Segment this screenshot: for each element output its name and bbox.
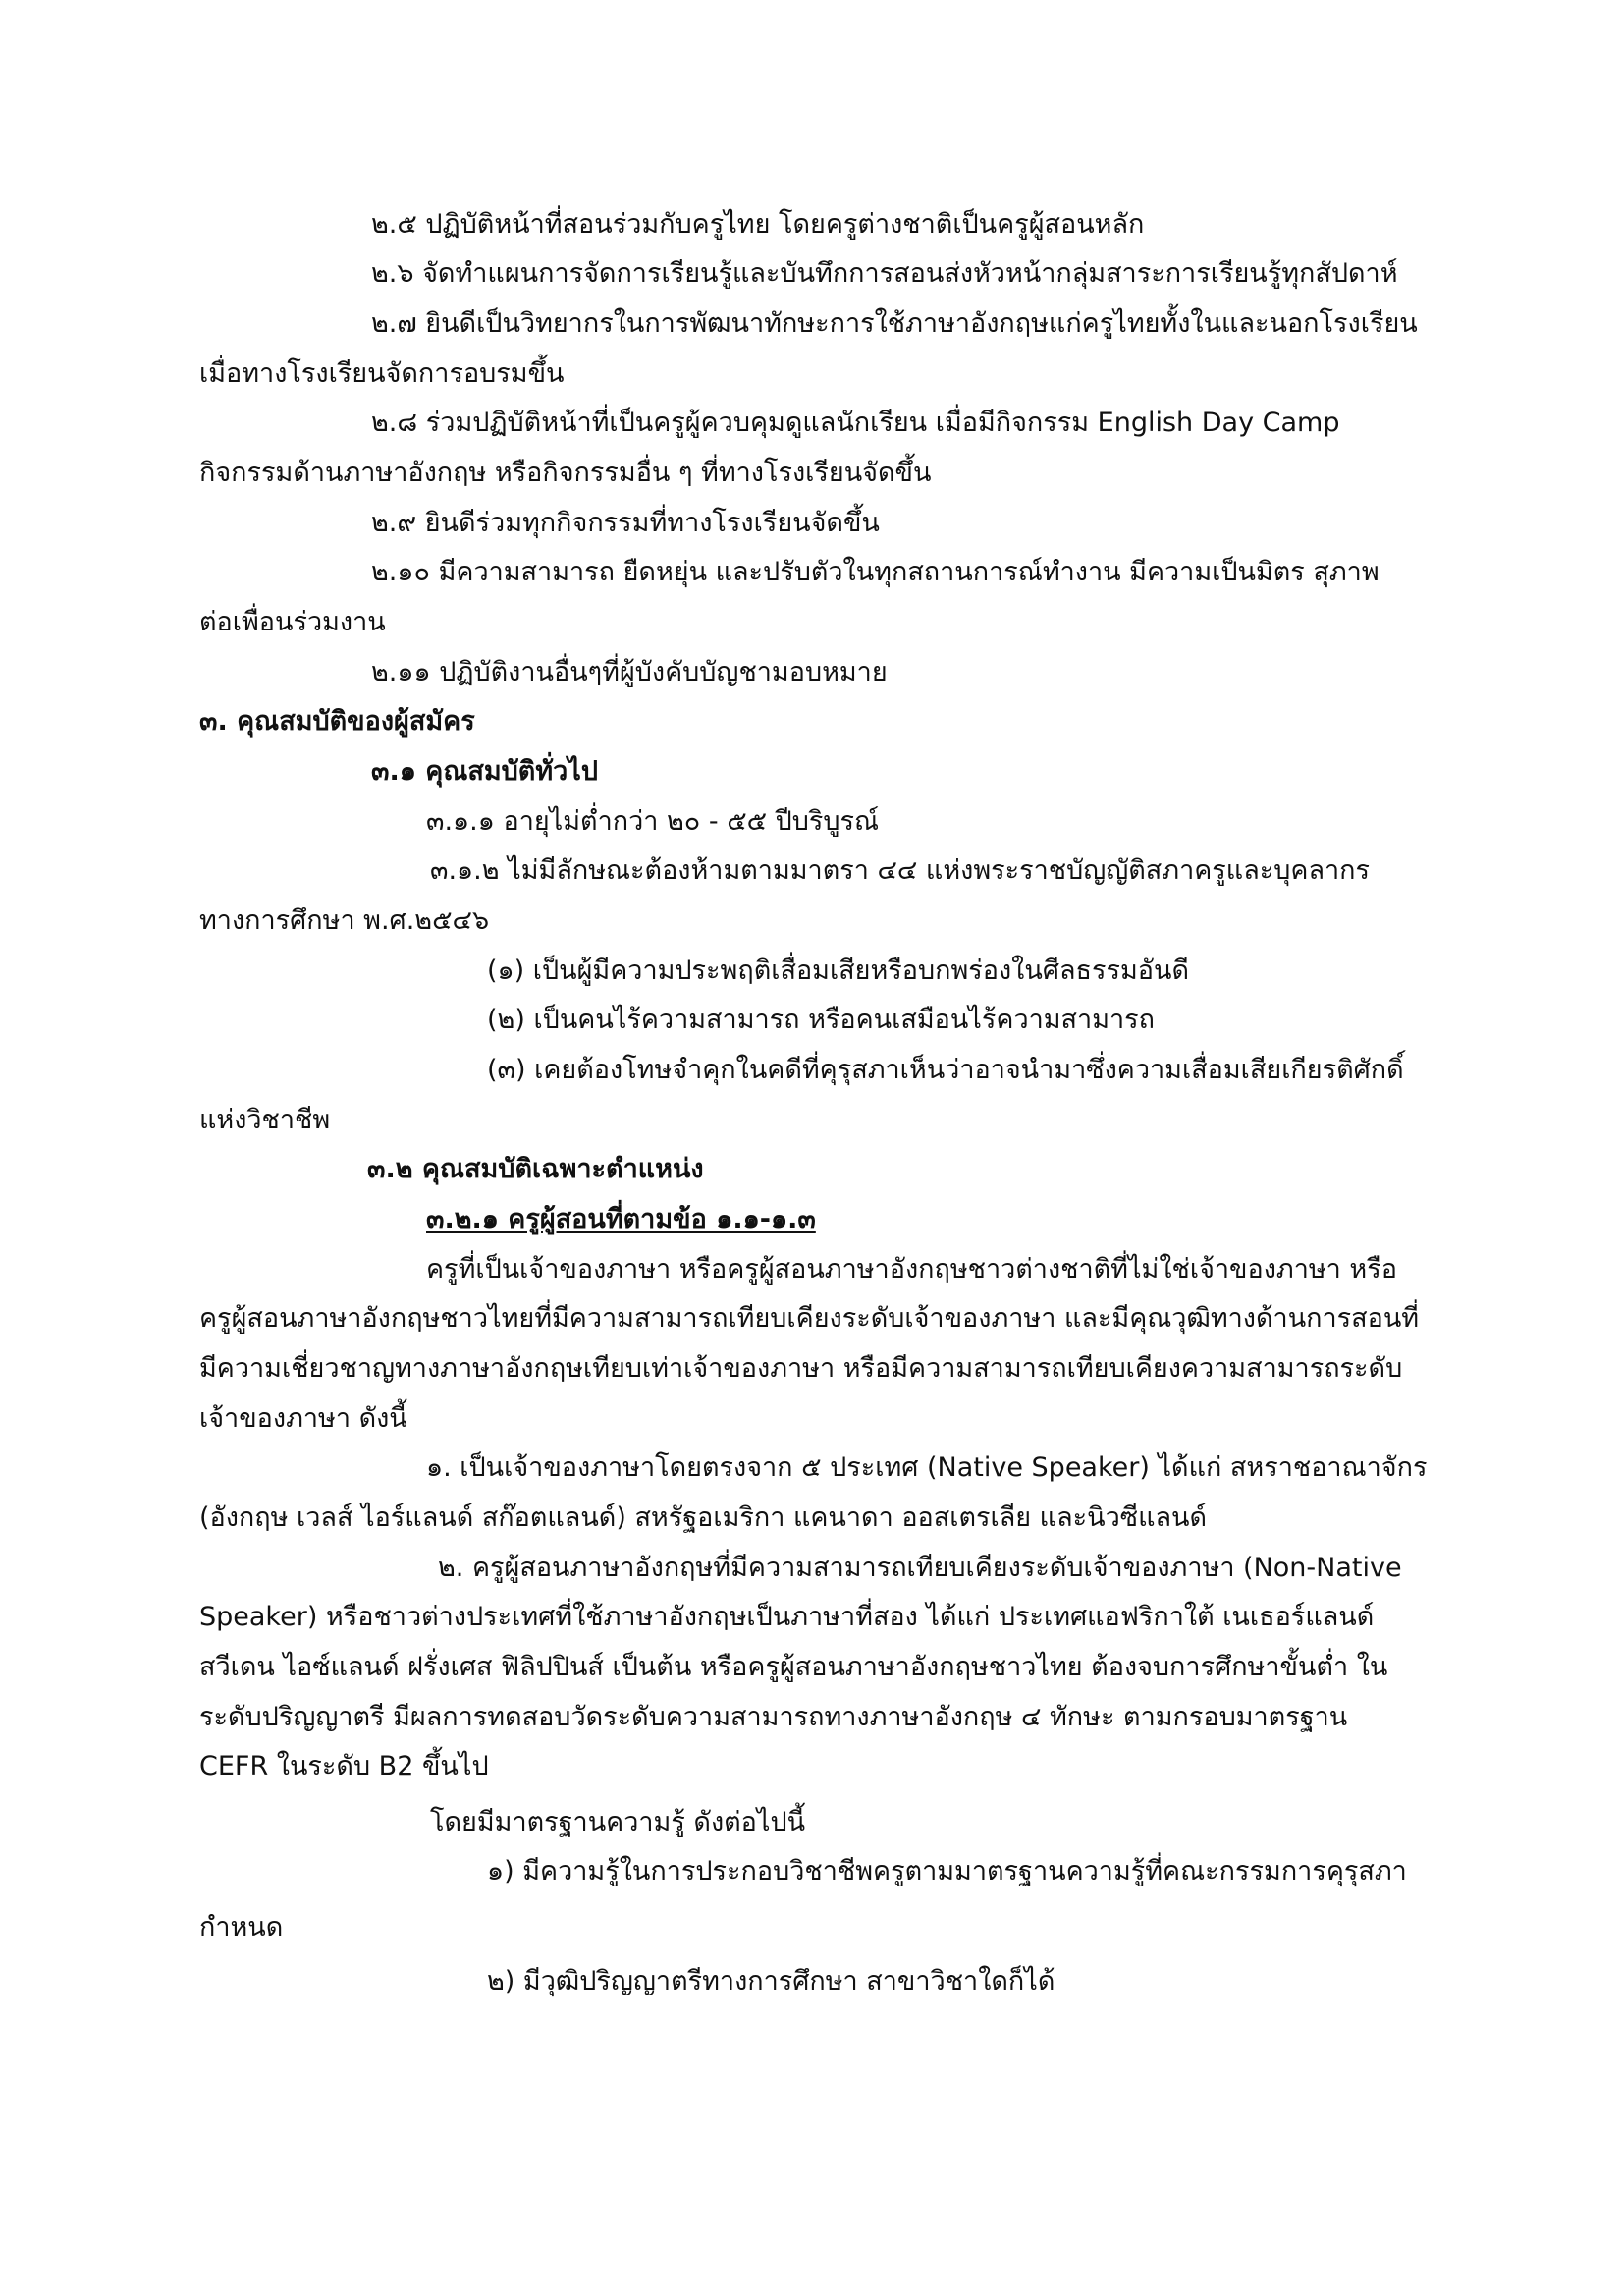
subsection-heading: ๓.๒.๑ ครูผู้สอนที่ตามข้อ ๑.๑-๑.๓ <box>426 1204 816 1234</box>
text-line: ต่อเพื่อนร่วมงาน <box>199 607 386 637</box>
text-line: ๒.๖ จัดทำแผนการจัดการเรียนรู้และบันทึกการสอนส่งหัวหน้ากลุ่มสาระการเรียนรู้ทุกสัปดาห์ <box>371 258 1398 289</box>
text-line: แห่งวิชาชีพ <box>199 1105 331 1135</box>
text-line: ๑) มีความรู้ในการประกอบวิชาชีพครูตามมาตรฐานความรู้ที่คณะกรรมการคุรุสภา <box>487 1856 1407 1886</box>
text-line: ครูผู้สอนภาษาอังกฤษชาวไทยที่มีความสามารถเทียบเคียงระดับเจ้าของภาษา และมีคุณวุฒิทางด้านการสอนที่ <box>199 1303 1420 1334</box>
subsection-heading: ๓.๑ คุณสมบัติทั่วไป <box>371 756 598 787</box>
text-line: ทางการศึกษา พ.ศ.๒๕๔๖ <box>199 905 490 936</box>
text-line: เจ้าของภาษา ดังนี้ <box>199 1403 407 1434</box>
text-line: สวีเดน ไอซ์แลนด์ ฝรั่งเศส ฟิลิปปินส์ เป็นต้น หรือครูผู้สอนภาษาอังกฤษชาวไทย ต้องจบการศึกษาขั้นต่ำ ใน <box>199 1652 1388 1682</box>
text-line: ๒. ครูผู้สอนภาษาอังกฤษที่มีความสามารถเทียบเคียงระดับเจ้าของภาษา (Non-Native <box>438 1553 1402 1583</box>
text-line: โดยมีมาตรฐานความรู้ ดังต่อไปนี้ <box>430 1807 806 1837</box>
text-line: (๒) เป็นคนไร้ความสามารถ หรือคนเสมือนไร้ความสามารถ <box>487 1005 1156 1035</box>
text-line: กำหนด <box>199 1912 284 1942</box>
text-line: CEFR ในระดับ B2 ขึ้นไป <box>199 1751 489 1781</box>
text-line: กิจกรรมด้านภาษาอังกฤษ หรือกิจกรรมอื่น ๆ ที่ทางโรงเรียนจัดขึ้น <box>199 458 932 488</box>
text-line: เมื่อทางโรงเรียนจัดการอบรมขึ้น <box>199 358 565 389</box>
text-line: ๒.๕ ปฏิบัติหน้าที่สอนร่วมกับครูไทย โดยครูต่างชาติเป็นครูผู้สอนหลัก <box>371 209 1145 240</box>
text-line: ครูที่เป็นเจ้าของภาษา หรือครูผู้สอนภาษาอังกฤษชาวต่างชาติที่ไม่ใช่เจ้าของภาษา หรือ <box>426 1254 1397 1285</box>
text-line: ๒.๑๑ ปฏิบัติงานอื่นๆที่ผู้บังคับบัญชามอบหมาย <box>371 657 888 687</box>
text-line: (๑) เป็นผู้มีความประพฤติเสื่อมเสียหรือบกพร่องในศีลธรรมอันดี <box>487 956 1189 986</box>
text-line: ๓.๑.๒ ไม่มีลักษณะต้องห้ามตามมาตรา ๔๔ แห่งพระราชบัญญัติสภาครูและบุคลากร <box>430 855 1370 886</box>
text-line: ๒.๑๐ มีความสามารถ ยืดหยุ่น และปรับตัวในทุกสถานการณ์ทำงาน มีความเป็นมิตร สุภาพ <box>371 557 1380 587</box>
text-line: (๓) เคยต้องโทษจำคุกในคดีที่คุรุสภาเห็นว่าอาจนำมาซึ่งความเสื่อมเสียเกียรติศักดิ์ <box>487 1055 1404 1085</box>
text-line: ๑. เป็นเจ้าของภาษาโดยตรงจาก ๕ ประเทศ (Native Speaker) ได้แก่ สหราชอาณาจักร <box>426 1452 1428 1483</box>
text-line: ๓.๑.๑ อายุไม่ต่ำกว่า ๒๐ - ๕๕ ปีบริบูรณ์ <box>426 806 880 837</box>
text-line: ๒.๙ ยินดีร่วมทุกกิจกรรมที่ทางโรงเรียนจัดขึ้น <box>371 508 880 538</box>
subsection-heading: ๓.๒ คุณสมบัติเฉพาะตำแหน่ง <box>367 1154 704 1184</box>
text-line: Speaker) หรือชาวต่างประเทศที่ใช้ภาษาอังกฤษเป็นภาษาที่สอง ได้แก่ ประเทศแอฟริกาใต้ เนเธอร์แลนด์ <box>199 1602 1375 1632</box>
text-line: ๒.๘ ร่วมปฏิบัติหน้าที่เป็นครูผู้ควบคุมดูแลนักเรียน เมื่อมีกิจกรรม English Day Camp <box>371 408 1340 438</box>
text-line: ๒.๗ ยินดีเป็นวิทยากรในการพัฒนาทักษะการใช้ภาษาอังกฤษแก่ครูไทยทั้งในและนอกโรงเรียน <box>371 308 1418 339</box>
text-line: มีความเชี่ยวชาญทางภาษาอังกฤษเทียบเท่าเจ้าของภาษา หรือมีความสามารถเทียบเคียงความสามารถระดับ <box>199 1353 1403 1384</box>
text-line: ๒) มีวุฒิปริญญาตรีทางการศึกษา สาขาวิชาใดก็ได้ <box>487 1966 1055 1996</box>
text-line: ระดับปริญญาตรี มีผลการทดสอบวัดระดับความสามารถทางภาษาอังกฤษ ๔ ทักษะ ตามกรอบมาตรฐาน <box>199 1702 1348 1732</box>
section-heading: ๓. คุณสมบัติของผู้สมัคร <box>199 706 475 737</box>
text-line: (อังกฤษ เวลส์ ไอร์แลนด์ สก๊อตแลนด์) สหรัฐอเมริกา แคนาดา ออสเตรเลีย และนิวซีแลนด์ <box>199 1503 1208 1533</box>
